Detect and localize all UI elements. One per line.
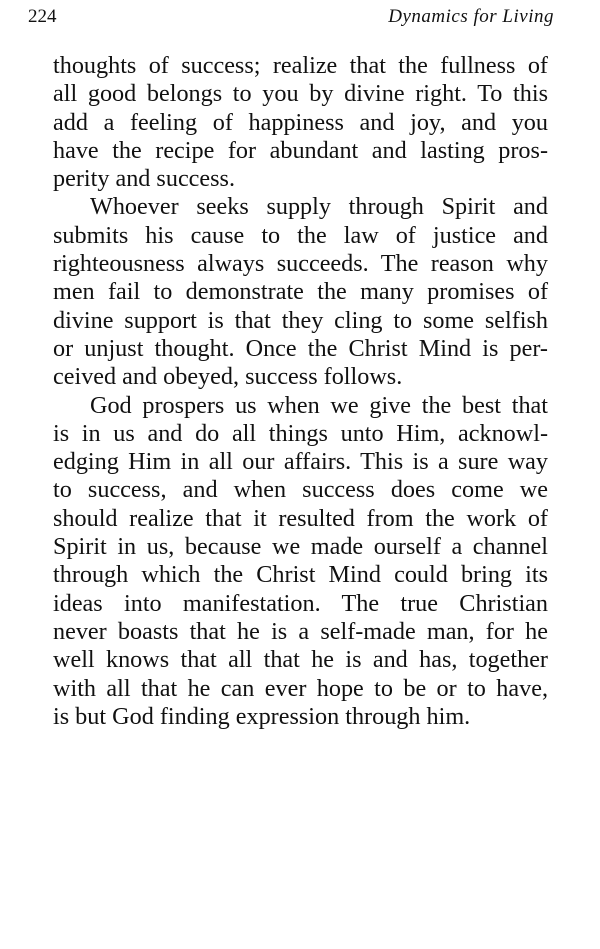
text-line: through which the Christ Mind could bring its <box>53 561 548 589</box>
text-line: is but God finding expression through him. <box>53 702 471 730</box>
text-line: should realize that it resulted from the work of <box>53 504 548 532</box>
text-line: ceived and obeyed, success follows. <box>53 363 403 391</box>
paragraph <box>53 193 548 391</box>
text-line: Spirit in us, because we made ourself a channel <box>53 533 548 561</box>
text-line: men fail to demonstrate the many promises of <box>53 278 548 306</box>
page-number: 224 <box>28 6 57 27</box>
text-line: edging Him in all our affairs. This is a sure way <box>53 448 548 476</box>
paragraph <box>53 52 548 193</box>
text-line: or unjust thought. Once the Christ Mind is per- <box>53 334 548 362</box>
text-line: perity and success. <box>53 165 236 193</box>
text-line: to success, and when success does come we <box>53 476 548 504</box>
text-line: well knows that all that he is and has, together <box>53 646 548 674</box>
text-line: never boasts that he is a self-made man, for he <box>53 617 548 645</box>
text-line: God prospers us when we give the best that <box>90 391 548 419</box>
text-line: is in us and do all things unto Him, acknowl- <box>53 419 548 447</box>
text-line: with all that he can ever hope to be or to have, <box>53 674 548 702</box>
page-header <box>28 6 554 36</box>
text-line: submits his cause to the law of justice and <box>53 221 548 249</box>
text-line: thoughts of success; realize that the fullness of <box>53 52 548 79</box>
text-line: divine support is that they cling to some selfish <box>53 306 548 334</box>
body-text <box>53 52 548 731</box>
running-title: Dynamics for Living <box>388 6 554 27</box>
text-line: righteousness always succeeds. The reason why <box>53 250 548 278</box>
text-line: have the recipe for abundant and lasting pros- <box>53 136 548 164</box>
text-line: ideas into manifestation. The true Christian <box>53 589 548 617</box>
paragraph <box>53 392 548 732</box>
text-line: all good belongs to you by divine right. To this <box>53 80 548 108</box>
text-line: Whoever seeks supply through Spirit and <box>90 193 548 221</box>
text-line: add a feeling of happiness and joy, and you <box>53 108 548 136</box>
